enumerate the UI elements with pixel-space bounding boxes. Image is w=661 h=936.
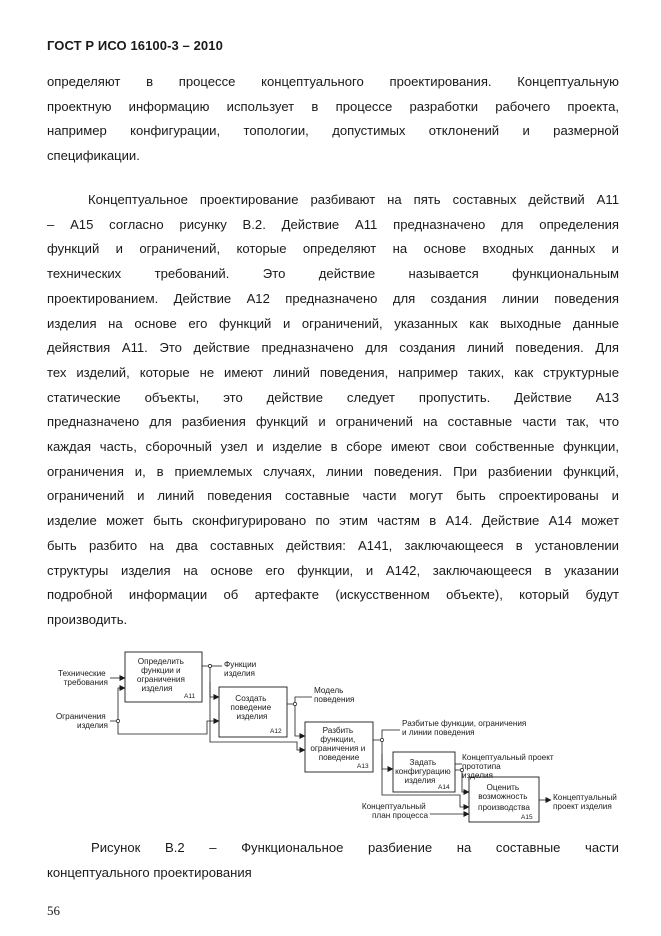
text-line: ограничения и, в приемлемых случаях, линии поведения. При разбиении функций,: [47, 463, 619, 479]
label-product-project: Концептуальный проект изделия: [553, 793, 617, 811]
svg-text:Создать поведение: [231, 694, 274, 721]
box-a11-line: функции и: [141, 666, 181, 675]
text-line: подробной информации об артефакте (искусственном объекте), который будут: [47, 587, 619, 603]
text-line: технических требований. Это действие называется функциональным: [47, 266, 619, 282]
box-a12-line: изделия: [236, 712, 268, 721]
arrow-constraints-a12: [118, 721, 219, 734]
box-a13-line: Разбить: [322, 726, 354, 735]
text-line: например конфигурации, топологии, допустимых отклонений и размерной: [47, 123, 619, 139]
text-line: дейяствия А11. Это действие предназначено для создания линий поведения. Для: [47, 340, 619, 356]
box-a15-line: производства: [478, 803, 530, 812]
text-line: производить.: [47, 611, 128, 627]
diagram-box-a14: [393, 752, 455, 792]
text-line: спецификации.: [47, 148, 140, 164]
box-a15-line: возможность: [478, 792, 528, 801]
label-functions: Функции изделия: [224, 660, 257, 678]
box-a13-code: А13: [357, 763, 369, 770]
box-a15-line: Оценить: [486, 783, 520, 792]
text-line: проектную информацию использует в процессе разработки рабочего проекта,: [47, 98, 619, 114]
caption-line: Рисунок В.2 – Функциональное разбиение на составные части: [91, 840, 619, 855]
diagram-box-a15: [469, 777, 539, 822]
arrow-a11-a12: [202, 666, 219, 697]
box-a11-code: А11: [184, 693, 196, 700]
label-constraints: Ограничения изделия: [55, 712, 108, 730]
text-line: каждая часть, сборочный узел и изделие в сборе имеют свои собственные функции,: [47, 439, 619, 455]
text-line: статические объекты, это действие следует пропустить. Действие А13: [47, 389, 619, 405]
box-a12-line: поведение: [230, 703, 272, 712]
box-a13-line: функции,: [320, 735, 356, 744]
box-a11-line: изделия: [141, 684, 173, 693]
diagram-box-a13: [305, 722, 373, 772]
box-a12-line: Создать: [235, 694, 267, 703]
text-line: быть разбито на два составных действия: А141, заключающееся в установлении: [47, 537, 619, 553]
text-line: структуры изделия на основе его функции, и А142, заключающееся в указании: [47, 562, 619, 578]
box-a15-code: А15: [521, 814, 533, 821]
label-process-plan: Концептуальный план процесса: [361, 802, 428, 820]
text-line: тех изделий, которые не имеют линий поведения, например таких, как структурные: [47, 364, 619, 380]
text-line: изделие может быть сконфигурировано по этим частям в А14. Действие А14 может: [47, 513, 619, 529]
label-prototype-project: Концептуальный проект прототипа изделия: [462, 753, 554, 780]
box-a13-line: ограничения и: [310, 744, 366, 753]
arrow-constraints-a11: [110, 688, 125, 721]
arrow-a12-a13: [287, 704, 305, 736]
paragraph-2: [47, 188, 619, 633]
box-a11-line: ограничения: [136, 675, 185, 684]
text-line: функций и ограничений, которые определяют на основе входных данных и: [47, 241, 619, 257]
label-behavior-model: Модель поведения: [314, 686, 355, 704]
text-line: изделия на основе его функций и ограничений, указанных как выходные данные: [47, 315, 619, 331]
diagram-box-a11: [125, 652, 202, 702]
document-header: ГОСТ Р ИСО 16100-3 – 2010: [47, 38, 223, 53]
box-a14-line: изделия: [404, 776, 436, 785]
box-a14-code: А14: [438, 784, 450, 791]
arrow-a13-a14: [373, 740, 393, 769]
text-line: – А15 согласно рисунку В.2. Действие А11 предназначено для определения: [47, 216, 619, 232]
box-a11-line: Определить: [137, 657, 184, 666]
text-line: предназначено для разбиения функций и ограничений на составные части так, что: [47, 414, 619, 430]
box-a12-code: А12: [270, 728, 282, 735]
arrow-behavior-model: [295, 697, 312, 704]
box-a13-line: поведение: [318, 753, 360, 762]
label-tech-req: Технические требования: [57, 669, 108, 687]
figure-caption: [47, 836, 619, 885]
idef0-diagram: [0, 642, 661, 832]
text-line: определяют в процессе концептуального проектирования. Концептуальную: [47, 74, 619, 89]
caption-line: концептуального проектирования: [47, 864, 252, 880]
text-line: Концептуальное проектирование разбивают на пять составных действий А11: [88, 192, 619, 207]
text-line: ограничений и линий поведения составные части могут быть спроектированы и: [47, 488, 619, 504]
text-line: проектированием. Действие А12 предназначено для создания линии поведения: [47, 290, 619, 306]
box-a14-line: Задать: [409, 758, 437, 767]
paragraph-1: [47, 70, 619, 169]
label-split-functions: Разбитые функции, ограничения и линии поведения: [402, 719, 527, 737]
arrow-split-functions: [382, 730, 400, 740]
diagram-box-a12: [219, 687, 287, 737]
page-number: 56: [47, 903, 60, 918]
box-a14-line: конфигурацию: [395, 767, 451, 776]
